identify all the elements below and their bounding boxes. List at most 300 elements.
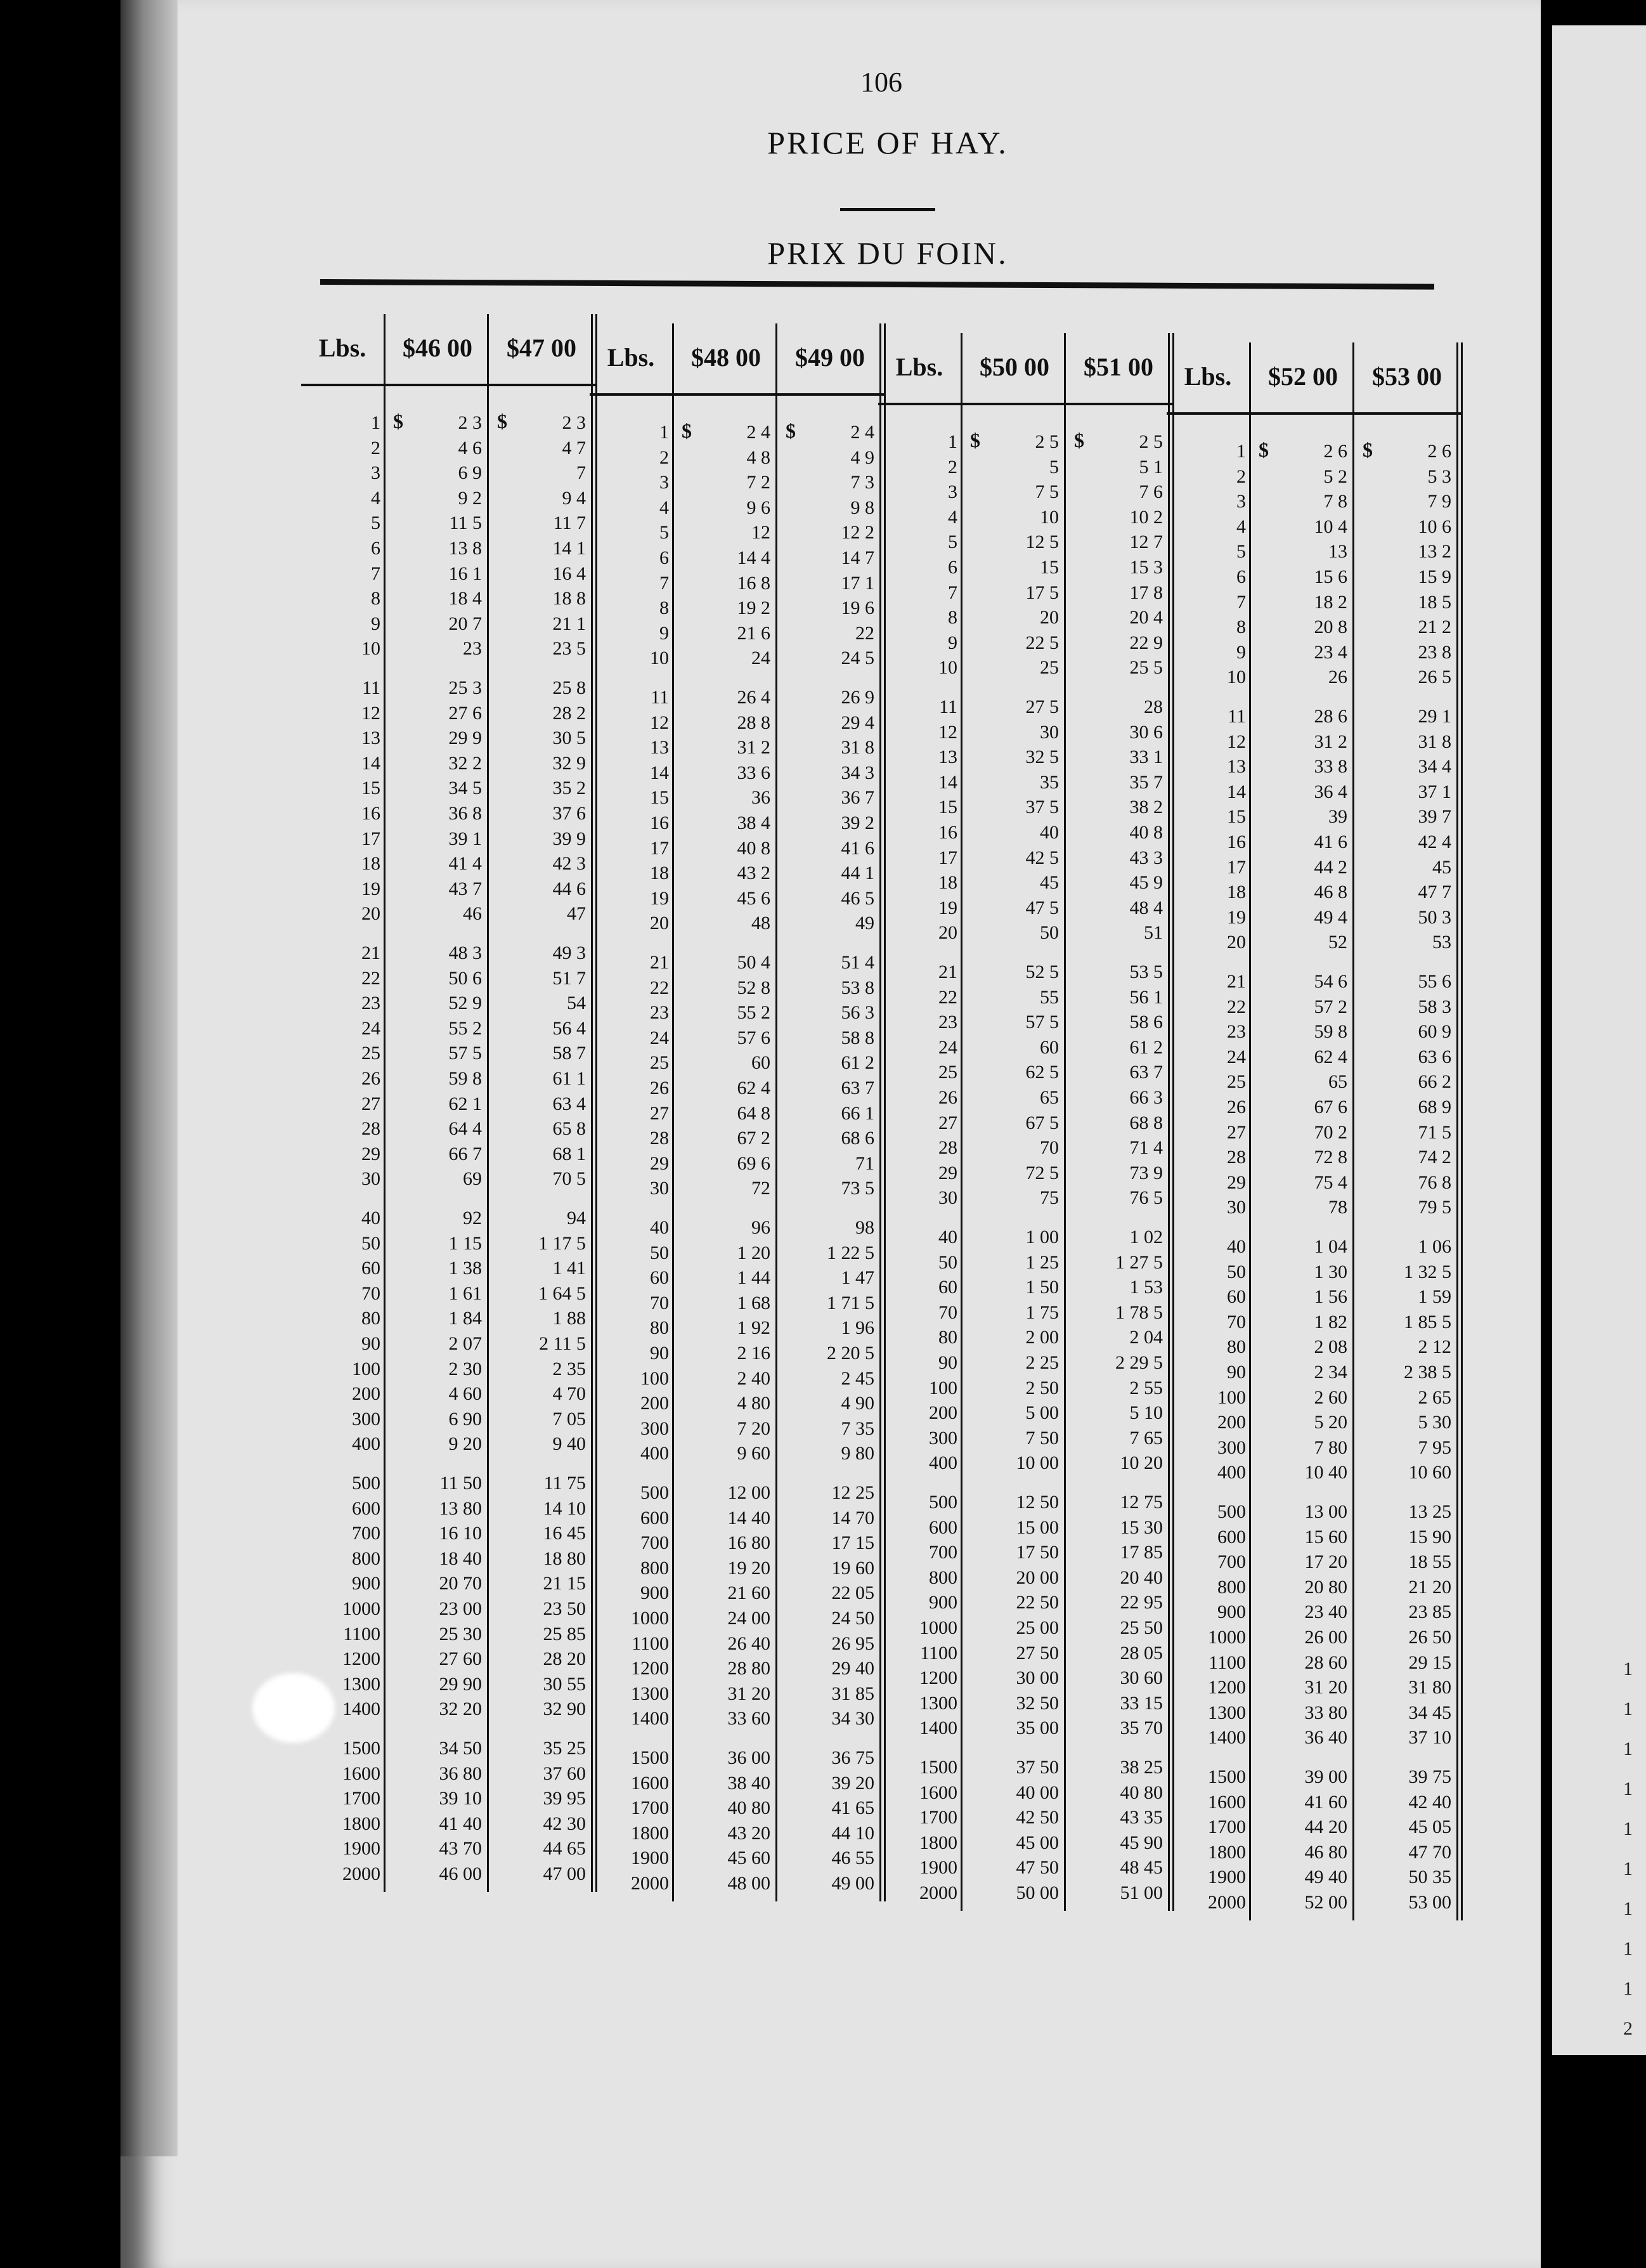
price-cell: 4 6 [458, 437, 482, 459]
price-cell: 7 3 [850, 472, 874, 493]
column-rule [1461, 342, 1463, 1920]
price-cell: 50 3 [1418, 906, 1451, 928]
price-cell: 28 80 [727, 1658, 770, 1679]
price-column-header: $50 00 [980, 353, 1049, 381]
price-column-header: $46 00 [403, 334, 472, 362]
price-cell: 28 [1144, 696, 1163, 717]
price-cell: 61 2 [1129, 1036, 1163, 1058]
price-cell: 30 55 [543, 1673, 586, 1695]
price-cell: 46 8 [1314, 882, 1347, 903]
price-cell: 70 2 [1314, 1121, 1347, 1143]
column-rule [1352, 342, 1354, 1920]
price-cell: 17 1 [841, 572, 874, 594]
price-cell: 25 85 [543, 1623, 586, 1645]
weight-cell: 16 [1227, 831, 1246, 852]
price-cell: 18 5 [1418, 591, 1451, 613]
price-cell: 20 40 [1120, 1567, 1163, 1588]
price-cell: 17 5 [1025, 582, 1059, 603]
price-cell: 12 5 [1025, 531, 1059, 553]
price-cell: 38 40 [727, 1772, 770, 1794]
column-rule [1456, 342, 1458, 1920]
price-cell: 42 50 [1016, 1807, 1059, 1828]
price-cell: 49 [855, 913, 874, 934]
price-cell: 72 [751, 1178, 770, 1199]
price-cell: 37 50 [1016, 1757, 1059, 1778]
price-cell: 25 3 [448, 677, 482, 698]
price-cell: 29 15 [1408, 1652, 1451, 1673]
weight-cell: 9 [371, 613, 380, 634]
price-cell: 17 50 [1016, 1542, 1059, 1563]
price-cell: 52 5 [1025, 961, 1059, 982]
title-divider [840, 208, 935, 211]
price-cell: 10 60 [1408, 1462, 1451, 1483]
price-cell: 17 85 [1120, 1542, 1163, 1563]
price-cell: 36 8 [448, 803, 482, 824]
price-cell: 35 25 [543, 1738, 586, 1759]
weight-cell: 2000 [919, 1882, 957, 1903]
weight-cell: 26 [361, 1068, 380, 1089]
weight-cell: 1 [371, 412, 380, 433]
price-cell: 45 60 [727, 1848, 770, 1869]
price-cell: 41 60 [1304, 1791, 1347, 1813]
price-cell: 30 60 [1120, 1667, 1163, 1689]
weight-cell: 28 [1227, 1147, 1246, 1168]
price-cell: 44 10 [831, 1822, 874, 1844]
price-cell: 52 9 [448, 993, 482, 1014]
price-cell: 23 50 [543, 1598, 586, 1619]
price-cell: 39 20 [831, 1772, 874, 1794]
facing-page-number-fragment: 1 [1623, 1938, 1633, 1959]
price-cell: 47 70 [1408, 1841, 1451, 1863]
price-cell: 1 20 [737, 1242, 770, 1263]
price-cell: 1 59 [1418, 1286, 1451, 1308]
price-cell: 31 20 [727, 1683, 770, 1704]
price-cell: 55 6 [1418, 971, 1451, 992]
price-cell: 28 2 [552, 702, 586, 724]
price-cell: 5 10 [1129, 1402, 1163, 1424]
weight-cell: 9 [948, 632, 957, 653]
price-cell: 79 5 [1418, 1197, 1451, 1218]
price-cell: 20 80 [1304, 1576, 1347, 1598]
weight-cell: 18 [1227, 882, 1246, 903]
weight-cell: 8 [371, 588, 380, 609]
price-cell: 4 8 [746, 446, 770, 468]
dollar-sign: $ [970, 429, 980, 452]
price-cell: 58 8 [841, 1027, 874, 1048]
price-cell: 47 7 [1418, 882, 1451, 903]
price-cell: 63 4 [552, 1093, 586, 1114]
price-cell: 25 8 [552, 677, 586, 698]
price-cell: 10 4 [1314, 516, 1347, 537]
page-stain [252, 1673, 335, 1743]
weight-cell: 800 [929, 1567, 957, 1588]
price-cell: 25 50 [1120, 1617, 1163, 1638]
price-cell: 57 5 [448, 1043, 482, 1064]
facing-page-number-fragment: 1 [1623, 1858, 1633, 1879]
price-cell: 10 00 [1016, 1452, 1059, 1474]
price-cell: 25 00 [1016, 1617, 1059, 1638]
dollar-sign: $ [786, 419, 796, 442]
weight-cell: 100 [1217, 1386, 1246, 1408]
price-cell: 1 96 [841, 1317, 874, 1339]
weight-cell: 30 [361, 1168, 380, 1190]
price-cell: 43 70 [439, 1838, 482, 1860]
price-cell: 1 78 5 [1115, 1301, 1163, 1323]
weight-cell: 20 [361, 903, 380, 925]
price-cell: 26 00 [1304, 1627, 1347, 1648]
price-cell: 15 60 [1304, 1526, 1347, 1548]
dollar-sign: $ [393, 410, 403, 433]
weight-cell: 500 [1217, 1501, 1246, 1522]
price-cell: 18 8 [552, 588, 586, 609]
weight-cell: 1500 [342, 1738, 380, 1759]
price-cell: 9 40 [552, 1433, 586, 1455]
price-cell: 39 1 [448, 828, 482, 849]
price-cell: 1 56 [1314, 1286, 1347, 1308]
weight-cell: 23 [1227, 1021, 1246, 1043]
price-cell: 46 80 [1304, 1841, 1347, 1863]
price-cell: 23 5 [552, 638, 586, 660]
weight-cell: 1100 [920, 1642, 957, 1664]
price-cell: 31 2 [1314, 731, 1347, 752]
price-cell: 70 5 [552, 1168, 586, 1190]
price-cell: 12 25 [831, 1482, 874, 1503]
price-cell: 34 30 [831, 1708, 874, 1730]
weight-cell: 100 [929, 1377, 957, 1398]
price-cell: 7 8 [1323, 491, 1347, 512]
price-cell: 32 9 [552, 752, 586, 774]
weight-cell: 21 [938, 961, 957, 982]
price-cell: 2 12 [1418, 1336, 1451, 1358]
weight-cell: 21 [1227, 971, 1246, 992]
price-cell: 14 40 [727, 1507, 770, 1528]
weight-cell: 26 [938, 1087, 957, 1108]
weight-cell: 300 [352, 1408, 380, 1430]
price-column-header: $47 00 [507, 334, 576, 362]
price-cell: 16 80 [727, 1532, 770, 1554]
weight-cell: 17 [650, 837, 669, 859]
price-cell: 16 1 [448, 563, 482, 584]
price-cell: 28 05 [1120, 1642, 1163, 1664]
price-cell: 43 2 [737, 863, 770, 884]
price-cell: 39 7 [1418, 806, 1451, 828]
price-cell: 38 2 [1129, 797, 1163, 818]
price-cell: 98 [855, 1217, 874, 1238]
weight-cell: 23 [650, 1002, 669, 1024]
price-cell: 2 16 [737, 1343, 770, 1364]
weight-cell: 900 [352, 1573, 380, 1594]
weight-cell: 40 [650, 1217, 669, 1238]
price-cell: 63 7 [1129, 1062, 1163, 1083]
price-cell: 44 65 [543, 1838, 586, 1860]
weight-cell: 25 [361, 1043, 380, 1064]
price-cell: 36 7 [841, 787, 874, 809]
price-cell: 92 [463, 1208, 482, 1228]
price-cell: 35 70 [1120, 1717, 1163, 1739]
price-cell: 7 35 [841, 1418, 874, 1439]
price-cell: 57 2 [1314, 996, 1347, 1017]
price-cell: 68 9 [1418, 1097, 1451, 1118]
price-cell: 17 15 [831, 1532, 874, 1554]
weight-cell: 27 [938, 1112, 957, 1133]
price-cell: 39 9 [552, 828, 586, 849]
weight-cell: 200 [640, 1393, 669, 1414]
price-cell: 5 30 [1418, 1412, 1451, 1433]
price-cell: 60 [1040, 1036, 1059, 1058]
weight-cell: 50 [650, 1242, 669, 1263]
price-cell: 45 90 [1120, 1832, 1163, 1853]
price-cell: 1 17 5 [538, 1232, 586, 1254]
price-cell: 26 4 [737, 687, 770, 708]
price-cell: 39 00 [1304, 1766, 1347, 1787]
price-cell: 38 4 [737, 812, 770, 833]
weight-cell: 22 [361, 967, 380, 989]
weight-cell: 1200 [1208, 1677, 1246, 1698]
price-cell: 35 7 [1129, 771, 1163, 793]
weight-cell: 2000 [1208, 1892, 1246, 1913]
weight-cell: 28 [938, 1137, 957, 1159]
price-cell: 50 00 [1016, 1882, 1059, 1903]
price-cell: 5 3 [1427, 466, 1451, 487]
weight-cell: 80 [361, 1308, 380, 1329]
price-cell: 23 8 [1418, 641, 1451, 663]
weight-cell: 1400 [342, 1698, 380, 1720]
price-cell: 7 5 [1035, 481, 1059, 503]
price-cell: 2 29 5 [1115, 1352, 1163, 1373]
price-cell: 71 5 [1418, 1121, 1451, 1143]
weight-cell: 21 [650, 952, 669, 973]
price-cell: 2 04 [1129, 1327, 1163, 1348]
price-cell: 23 00 [439, 1598, 482, 1619]
title-french: PRIX DU FOIN. [767, 235, 1008, 271]
price-cell: 46 5 [841, 887, 874, 909]
weight-cell: 700 [640, 1532, 669, 1554]
price-cell: 11 75 [543, 1473, 586, 1494]
price-cell: 71 4 [1129, 1137, 1163, 1159]
price-cell: 26 50 [1408, 1627, 1451, 1648]
weight-cell: 13 [650, 737, 669, 759]
lbs-header: Lbs. [1184, 362, 1232, 391]
price-cell: 10 [1040, 506, 1059, 528]
price-cell: 27 50 [1016, 1642, 1059, 1664]
facing-page-number-fragment: 1 [1623, 1698, 1633, 1719]
weight-cell: 600 [1217, 1526, 1246, 1548]
weight-cell: 1100 [343, 1623, 380, 1645]
price-cell: 42 30 [543, 1813, 586, 1834]
price-cell: 2 38 5 [1404, 1362, 1451, 1383]
price-cell: 47 [567, 903, 586, 925]
price-cell: 1 71 5 [827, 1292, 874, 1313]
price-cell: 9 2 [458, 487, 482, 509]
price-cell: 10 2 [1129, 506, 1163, 528]
weight-cell: 60 [650, 1267, 669, 1289]
price-cell: 51 [1144, 922, 1163, 944]
weight-cell: 500 [640, 1482, 669, 1503]
price-cell: 32 2 [448, 752, 482, 774]
price-cell: 52 [1328, 932, 1347, 953]
price-cell: 72 5 [1025, 1162, 1059, 1183]
price-cell: 73 5 [841, 1178, 874, 1199]
price-cell: 21 20 [1408, 1576, 1451, 1598]
price-cell: 20 70 [439, 1573, 482, 1594]
price-column-header: $51 00 [1084, 353, 1153, 381]
weight-cell: 1800 [1208, 1841, 1246, 1863]
price-cell: 28 20 [543, 1648, 586, 1670]
price-cell: 13 80 [439, 1497, 482, 1519]
price-cell: 1 61 [448, 1282, 482, 1304]
price-cell: 26 95 [831, 1633, 874, 1654]
price-cell: 1 30 [1314, 1261, 1347, 1282]
weight-cell: 600 [929, 1516, 957, 1538]
price-cell: 66 2 [1418, 1071, 1451, 1093]
weight-cell: 1600 [342, 1763, 380, 1784]
price-cell: 13 8 [448, 538, 482, 559]
weight-cell: 1200 [919, 1667, 957, 1689]
weight-cell: 28 [650, 1128, 669, 1149]
weight-cell: 400 [352, 1433, 380, 1455]
weight-cell: 500 [352, 1473, 380, 1494]
price-cell: 1 22 5 [827, 1242, 874, 1263]
price-cell: 5 [1049, 456, 1059, 478]
price-cell: 32 5 [1025, 746, 1059, 768]
price-cell: 32 50 [1016, 1692, 1059, 1714]
price-cell: 5 20 [1314, 1412, 1347, 1433]
price-cell: 2 50 [1025, 1377, 1059, 1398]
price-cell: 27 60 [439, 1648, 482, 1670]
weight-cell: 70 [938, 1301, 957, 1323]
price-cell: 67 5 [1025, 1112, 1059, 1133]
weight-cell: 50 [1227, 1261, 1246, 1282]
price-cell: 31 80 [1408, 1677, 1451, 1698]
weight-cell: 10 [1227, 667, 1246, 688]
weight-cell: 13 [938, 746, 957, 768]
weight-cell: 700 [929, 1542, 957, 1563]
price-cell: 23 4 [1314, 641, 1347, 663]
price-cell: 22 9 [1129, 632, 1163, 653]
column-rule [1064, 333, 1066, 1911]
lbs-header: Lbs. [318, 334, 366, 362]
price-cell: 48 45 [1120, 1857, 1163, 1879]
weight-cell: 20 [650, 913, 669, 934]
weight-cell: 30 [1227, 1197, 1246, 1218]
weight-cell: 1200 [342, 1648, 380, 1670]
price-cell: 29 40 [831, 1658, 874, 1679]
price-cell: 11 5 [449, 512, 482, 534]
price-cell: 14 4 [737, 547, 770, 568]
price-cell: 54 [567, 993, 586, 1014]
price-cell: 68 1 [552, 1143, 586, 1164]
price-cell: 2 65 [1418, 1386, 1451, 1408]
price-cell: 73 9 [1129, 1162, 1163, 1183]
price-cell: 7 80 [1314, 1437, 1347, 1458]
price-cell: 55 2 [737, 1002, 770, 1024]
weight-cell: 17 [1227, 856, 1246, 878]
price-cell: 1 04 [1314, 1236, 1347, 1257]
column-rule [487, 314, 489, 1892]
weight-cell: 200 [1217, 1412, 1246, 1433]
price-cell: 1 06 [1418, 1236, 1451, 1257]
price-cell: 2 3 [562, 412, 586, 433]
price-cell: 16 10 [439, 1523, 482, 1544]
price-cell: 20 8 [1314, 616, 1347, 638]
weight-cell: 13 [361, 727, 380, 749]
price-cell: 4 60 [448, 1383, 482, 1405]
weight-cell: 14 [361, 752, 380, 774]
price-cell: 11 7 [553, 512, 586, 534]
price-cell: 12 [751, 522, 770, 544]
weight-cell: 18 [650, 863, 669, 884]
weight-cell: 2 [948, 456, 957, 478]
weight-cell: 800 [352, 1548, 380, 1569]
price-cell: 34 45 [1408, 1702, 1451, 1723]
weight-cell: 1000 [342, 1598, 380, 1619]
weight-cell: 600 [640, 1507, 669, 1528]
price-cell: 14 10 [543, 1497, 586, 1519]
price-cell: 40 80 [1120, 1782, 1163, 1803]
price-cell: 65 [1040, 1087, 1059, 1108]
weight-cell: 4 [371, 487, 380, 509]
weight-cell: 1600 [631, 1772, 669, 1794]
price-cell: 7 9 [1427, 491, 1451, 512]
weight-cell: 1400 [1208, 1727, 1246, 1749]
weight-cell: 11 [1228, 706, 1246, 727]
weight-cell: 8 [948, 607, 957, 629]
price-cell: 53 00 [1408, 1892, 1451, 1913]
weight-cell: 25 [650, 1052, 669, 1074]
weight-cell: 40 [1227, 1236, 1246, 1257]
weight-cell: 15 [938, 797, 957, 818]
weight-cell: 17 [361, 828, 380, 849]
price-cell: 2 4 [850, 422, 874, 443]
price-cell: 31 2 [737, 737, 770, 759]
weight-cell: 12 [1227, 731, 1246, 752]
weight-cell: 1300 [919, 1692, 957, 1714]
price-cell: 9 60 [737, 1443, 770, 1464]
price-cell: 2 11 5 [539, 1333, 586, 1354]
weight-cell: 4 [948, 506, 957, 528]
weight-cell: 19 [361, 878, 380, 899]
price-cell: 15 00 [1016, 1516, 1059, 1538]
weight-cell: 29 [650, 1152, 669, 1174]
price-cell: 1 88 [552, 1308, 586, 1329]
price-cell: 28 60 [1304, 1652, 1347, 1673]
weight-cell: 400 [640, 1443, 669, 1464]
price-cell: 1 25 [1025, 1251, 1059, 1273]
price-cell: 58 3 [1418, 996, 1451, 1017]
price-cell: 22 50 [1016, 1592, 1059, 1613]
price-cell: 1 92 [737, 1317, 770, 1339]
price-cell: 1 27 5 [1115, 1251, 1163, 1273]
weight-cell: 25 [938, 1062, 957, 1083]
price-cell: 21 60 [727, 1582, 770, 1604]
price-cell: 50 4 [737, 952, 770, 973]
price-cell: 5 2 [1323, 466, 1347, 487]
price-cell: 10 6 [1418, 516, 1451, 537]
price-cell: 42 40 [1408, 1791, 1451, 1813]
price-cell: 1 41 [552, 1258, 586, 1279]
price-cell: 53 8 [841, 977, 874, 998]
price-cell: 2 07 [448, 1333, 482, 1354]
price-cell: 12 2 [841, 522, 874, 544]
price-cell: 39 10 [439, 1788, 482, 1809]
price-cell: 9 20 [448, 1433, 482, 1455]
weight-cell: 3 [1236, 491, 1246, 512]
price-cell: 32 20 [439, 1698, 482, 1720]
weight-cell: 23 [361, 993, 380, 1014]
price-cell: 58 7 [552, 1043, 586, 1064]
weight-cell: 30 [938, 1187, 957, 1209]
price-cell: 4 70 [552, 1383, 586, 1405]
